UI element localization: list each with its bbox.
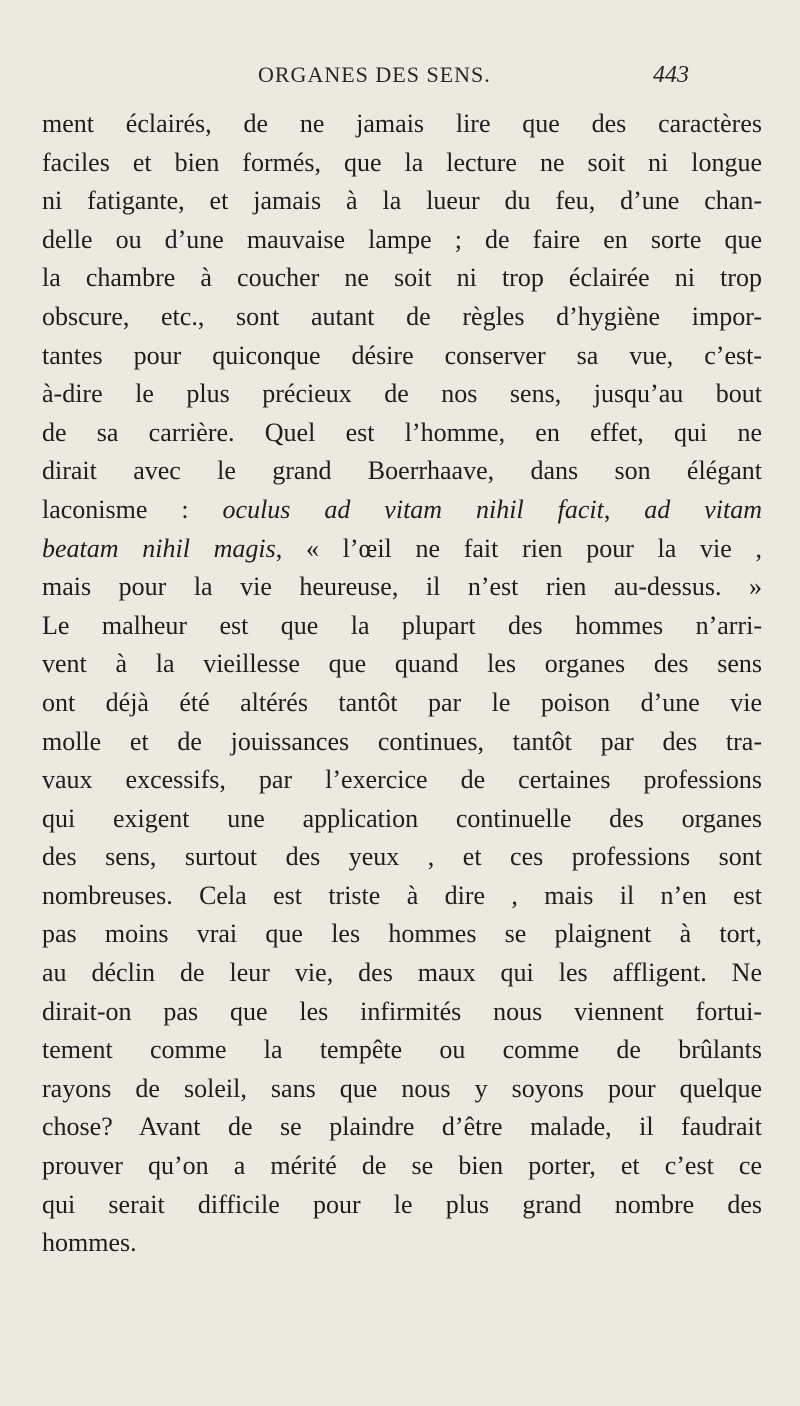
- text-line: [42, 761, 762, 800]
- text-segment: pas moins vrai que les hommes se plaignent à tort,: [42, 919, 762, 949]
- text-segment: qui exigent une application continuelle des organes: [42, 803, 762, 833]
- text-line: [42, 337, 762, 376]
- text-line: [42, 1031, 762, 1070]
- text-segment: ,: [603, 494, 645, 524]
- text-line: [42, 800, 762, 839]
- text-line: [42, 491, 762, 530]
- text-segment: ont déjà été altérés tantôt par le poison d’une vie: [42, 687, 762, 717]
- text-line: [42, 684, 762, 723]
- text-segment: ni fatigante, et jamais à la lueur du feu, d’une chan-: [42, 186, 762, 216]
- text-line: [42, 723, 762, 762]
- text-segment: ment éclairés, de ne jamais lire que des caractères: [42, 109, 762, 138]
- latin-quote: ad vitam: [644, 494, 763, 524]
- latin-quote: beatam nihil magis: [42, 533, 276, 563]
- text-line: [42, 1108, 762, 1147]
- text-line: [42, 144, 762, 183]
- latin-quote: oculus ad vitam nihil facit: [222, 494, 604, 524]
- text-segment: delle ou d’une mauvaise lampe ; de faire en sorte que: [42, 224, 762, 254]
- text-line: [42, 877, 762, 916]
- text-line: [42, 1070, 762, 1109]
- text-line: [42, 838, 762, 877]
- running-head: [0, 60, 800, 100]
- text-segment: hommes.: [42, 1228, 137, 1258]
- text-segment: obscure, etc., sont autant de règles d’hygiène impor-: [42, 301, 762, 331]
- text-segment: mais pour la vie heureuse, il n’est rien au-dessus. »: [42, 572, 762, 602]
- text-segment: nombreuses. Cela est triste à dire , mais il n’en est: [42, 880, 762, 910]
- text-segment: molle et de jouissances continues, tantôt par des tra-: [42, 726, 762, 756]
- text-segment: faciles et bien formés, que la lecture ne soit ni longue: [42, 147, 762, 177]
- text-line: [42, 1186, 762, 1225]
- text-line: [42, 259, 762, 298]
- text-segment: , « l’œil ne fait rien pour la vie ,: [275, 533, 762, 563]
- text-line: [42, 1224, 762, 1263]
- text-segment: à-dire le plus précieux de nos sens, jusqu’au bout: [42, 379, 762, 409]
- text-line: [42, 607, 762, 646]
- text-segment: laconisme :: [42, 494, 223, 524]
- text-line: [42, 298, 762, 337]
- page-number: 443: [653, 62, 689, 88]
- text-segment: de sa carrière. Quel est l’homme, en effet, qui ne: [42, 417, 762, 447]
- text-line: [42, 530, 762, 569]
- text-segment: vent à la vieillesse que quand les organes des sens: [42, 649, 762, 679]
- text-segment: tantes pour quiconque désire conserver sa vue, c’est-: [42, 340, 762, 370]
- text-segment: au déclin de leur vie, des maux qui les affligent. Ne: [42, 958, 762, 988]
- text-segment: rayons de soleil, sans que nous y soyons pour quelque: [42, 1073, 762, 1103]
- text-line: [42, 568, 762, 607]
- text-segment: tement comme la tempête ou comme de brûlants: [42, 1035, 762, 1065]
- text-segment: qui serait difficile pour le plus grand nombre des: [42, 1189, 762, 1219]
- text-segment: la chambre à coucher ne soit ni trop éclairée ni trop: [42, 263, 762, 293]
- text-line: [42, 414, 762, 453]
- text-line: [42, 221, 762, 260]
- text-segment: Le malheur est que la plupart des hommes n’arri-: [42, 610, 762, 640]
- text-segment: chose? Avant de se plaindre d’être malade, il faudrait: [42, 1112, 762, 1142]
- text-segment: prouver qu’on a mérité de se bien porter, et c’est ce: [42, 1151, 762, 1181]
- text-line: [42, 645, 762, 684]
- text-segment: dirait avec le grand Boerrhaave, dans son élégant: [42, 456, 762, 486]
- running-head-title: ORGANES DES SENS.: [258, 62, 491, 87]
- text-line: [42, 182, 762, 221]
- text-segment: vaux excessifs, par l’exercice de certaines professions: [42, 765, 762, 795]
- text-line: [42, 915, 762, 954]
- text-line: [42, 375, 762, 414]
- text-line: [42, 993, 762, 1032]
- text-line: [42, 105, 762, 144]
- text-segment: des sens, surtout des yeux , et ces professions sont: [42, 842, 762, 872]
- text-line: [42, 1147, 762, 1186]
- text-line: [42, 452, 762, 491]
- body-text: [42, 105, 762, 1263]
- text-segment: dirait-on pas que les infirmités nous viennent fortui-: [42, 996, 762, 1026]
- text-line: [42, 954, 762, 993]
